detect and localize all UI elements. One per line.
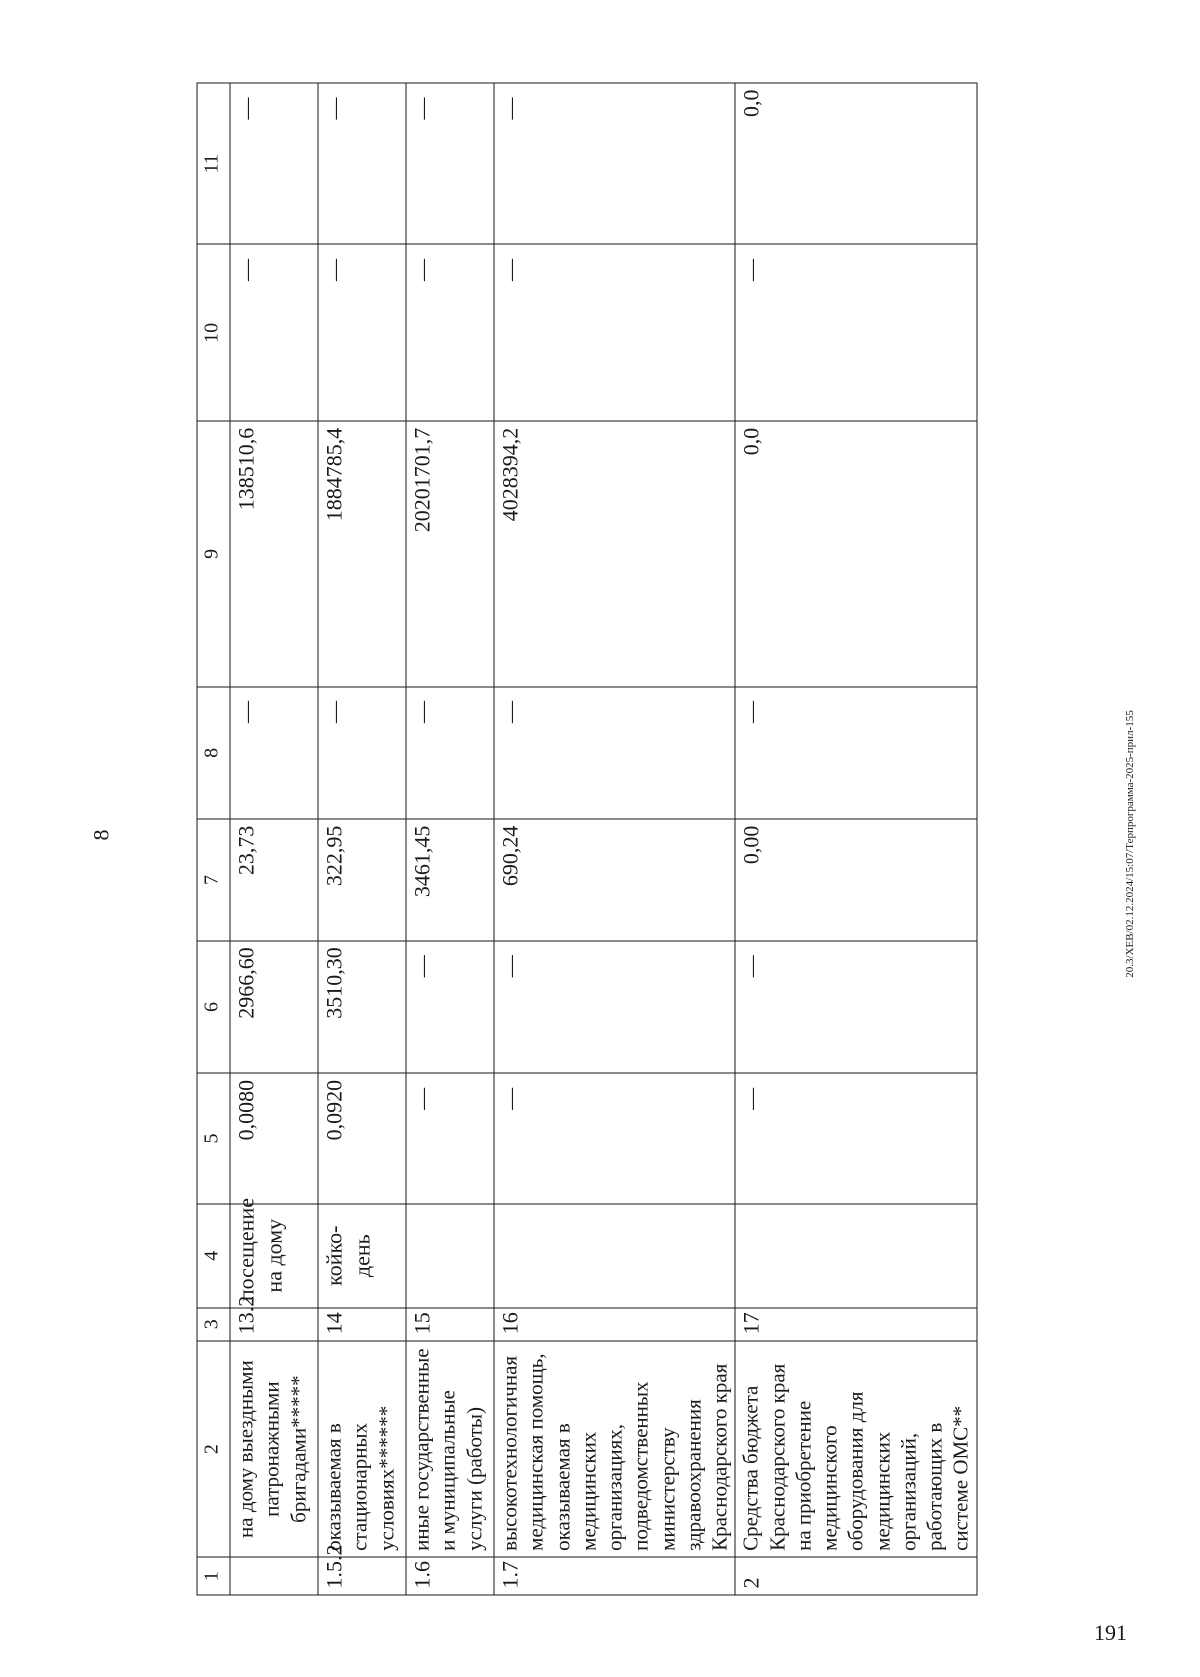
row-unit bbox=[406, 1203, 494, 1307]
table-row bbox=[318, 83, 406, 1595]
row-total: 20201701,7 bbox=[406, 421, 494, 686]
row-col-8: — bbox=[494, 686, 735, 819]
row-line-number: 14 bbox=[318, 1307, 406, 1340]
row-col-11: 0,0 bbox=[735, 83, 976, 244]
row-per-capita: 0,00 bbox=[735, 819, 976, 941]
header-cell: 7 bbox=[197, 819, 230, 941]
header-cell: 11 bbox=[197, 83, 230, 244]
row-cost-per-unit: — bbox=[406, 940, 494, 1073]
row-unit: посещение на дому bbox=[230, 1203, 318, 1307]
data-table bbox=[196, 82, 977, 1595]
document-stamp-note: 20.3/ХЕВ/02.12.2024/15:07/Терпрограмма-2025-прил-155 bbox=[1124, 710, 1136, 978]
header-cell: 10 bbox=[197, 244, 230, 421]
row-col-8: — bbox=[230, 686, 318, 819]
row-total: 138510,6 bbox=[230, 421, 318, 686]
row-unit bbox=[494, 1203, 735, 1307]
row-col-11: — bbox=[318, 83, 406, 244]
row-per-capita: 322,95 bbox=[318, 819, 406, 941]
table-row bbox=[230, 83, 318, 1595]
header-cell: 5 bbox=[197, 1073, 230, 1203]
page-number-bottom: 191 bbox=[1094, 1620, 1127, 1645]
row-col-8: — bbox=[735, 686, 976, 819]
header-cell: 1 bbox=[197, 1557, 230, 1595]
row-col-10: — bbox=[494, 244, 735, 421]
row-col-10: — bbox=[735, 244, 976, 421]
row-line-number: 13.2 bbox=[230, 1307, 318, 1340]
row-col-11: — bbox=[406, 83, 494, 244]
row-unit: койко-день bbox=[318, 1203, 406, 1307]
row-code: 1.6 bbox=[406, 1557, 494, 1595]
row-line-number: 16 bbox=[494, 1307, 735, 1340]
row-description: Средства бюджета Краснодарского края на приобретение медицинского оборудования для медицинских организаций, работающих в системе ОМС** bbox=[735, 1340, 976, 1557]
row-code bbox=[230, 1557, 318, 1595]
row-code: 2 bbox=[735, 1557, 976, 1595]
row-col-10: — bbox=[406, 244, 494, 421]
row-volume: 0,0920 bbox=[318, 1073, 406, 1203]
header-cell: 8 bbox=[197, 686, 230, 819]
row-col-10: — bbox=[230, 244, 318, 421]
row-unit bbox=[735, 1203, 976, 1307]
row-volume: 0,0080 bbox=[230, 1073, 318, 1203]
header-cell: 3 bbox=[197, 1307, 230, 1340]
header-cell: 6 bbox=[197, 940, 230, 1073]
header-cell: 2 bbox=[197, 1340, 230, 1557]
header-cell: 9 bbox=[197, 421, 230, 686]
row-col-8: — bbox=[318, 686, 406, 819]
row-code: 1.7 bbox=[494, 1557, 735, 1595]
row-col-11: — bbox=[230, 83, 318, 244]
row-description: иные государственные и муниципальные услуги (работы) bbox=[406, 1340, 494, 1557]
row-total: 4028394,2 bbox=[494, 421, 735, 686]
row-col-10: — bbox=[318, 244, 406, 421]
row-description: оказываемая в стационарных условиях****** bbox=[318, 1340, 406, 1557]
row-volume: — bbox=[494, 1073, 735, 1203]
header-cell: 4 bbox=[197, 1203, 230, 1307]
table-row bbox=[735, 83, 976, 1595]
row-total: 0,0 bbox=[735, 421, 976, 686]
row-cost-per-unit: — bbox=[494, 940, 735, 1073]
row-line-number: 15 bbox=[406, 1307, 494, 1340]
row-col-8: — bbox=[406, 686, 494, 819]
row-description: высокотехнологичная медицинская помощь, оказываемая в медицинских организациях, подведомственных министерству здравоохранения Краснодарского края bbox=[494, 1340, 735, 1557]
row-cost-per-unit: 3510,30 bbox=[318, 940, 406, 1073]
row-per-capita: 690,24 bbox=[494, 819, 735, 941]
row-per-capita: 23,73 bbox=[230, 819, 318, 941]
row-per-capita: 3461,45 bbox=[406, 819, 494, 941]
row-line-number: 17 bbox=[735, 1307, 976, 1340]
table-row bbox=[494, 83, 735, 1595]
page-number-top: 8 bbox=[88, 829, 114, 841]
row-code: 1.5.2 bbox=[318, 1557, 406, 1595]
row-description: на дому выездными патронажными бригадами***** bbox=[230, 1340, 318, 1557]
row-cost-per-unit: — bbox=[735, 940, 976, 1073]
header-row bbox=[197, 83, 230, 1595]
row-col-11: — bbox=[494, 83, 735, 244]
row-cost-per-unit: 2966,60 bbox=[230, 940, 318, 1073]
row-total: 1884785,4 bbox=[318, 421, 406, 686]
row-volume: — bbox=[406, 1073, 494, 1203]
table-row bbox=[406, 83, 494, 1595]
row-volume: — bbox=[735, 1073, 976, 1203]
data-table-rotated bbox=[196, 82, 973, 1595]
